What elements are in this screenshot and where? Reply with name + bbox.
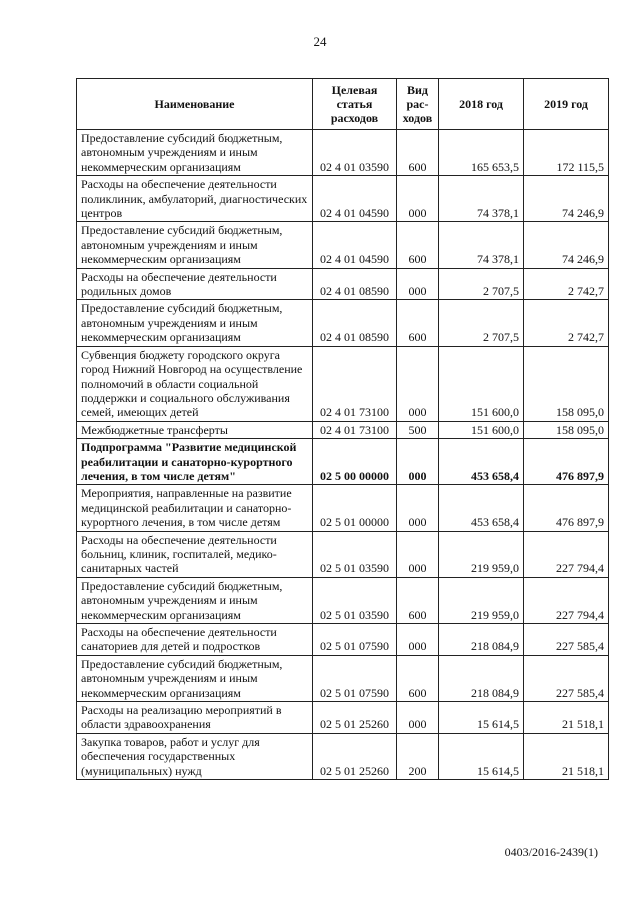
row-2018-value-cell: 165 653,5	[439, 130, 524, 176]
table-body	[77, 130, 609, 780]
table-row	[77, 268, 609, 300]
row-target-article-cell: 02 4 01 03590	[313, 130, 397, 176]
row-target-article-cell: 02 4 01 73100	[313, 346, 397, 421]
table-row	[77, 485, 609, 531]
row-expense-type-cell: 000	[397, 439, 439, 485]
row-name-cell: Межбюджетные трансферты	[77, 421, 313, 438]
row-2018-value-cell: 453 658,4	[439, 485, 524, 531]
row-2019-value-cell: 74 246,9	[524, 176, 609, 222]
row-2018-value-cell: 219 959,0	[439, 577, 524, 623]
row-2019-value-cell: 227 585,4	[524, 655, 609, 701]
row-name-cell: Закупка товаров, работ и услуг для обеспечения государственных (муниципальных) нужд	[77, 733, 313, 779]
table-row	[77, 733, 609, 779]
row-target-article-cell: 02 5 01 07590	[313, 624, 397, 656]
row-expense-type-cell: 600	[397, 222, 439, 268]
row-name-cell: Предоставление субсидий бюджетным, автономным учреждениям и иным некоммерческим организациям	[77, 130, 313, 176]
table-row	[77, 130, 609, 176]
header-year-2018: 2018 год	[439, 79, 524, 130]
row-2018-value-cell: 218 084,9	[439, 624, 524, 656]
row-2018-value-cell: 74 378,1	[439, 222, 524, 268]
row-2019-value-cell: 158 095,0	[524, 421, 609, 438]
row-2018-value-cell: 15 614,5	[439, 702, 524, 734]
row-2018-value-cell: 453 658,4	[439, 439, 524, 485]
row-2019-value-cell: 172 115,5	[524, 130, 609, 176]
row-2019-value-cell: 2 742,7	[524, 268, 609, 300]
row-expense-type-cell: 200	[397, 733, 439, 779]
table-header-row	[77, 79, 609, 130]
header-year-2019: 2019 год	[524, 79, 609, 130]
table-row	[77, 655, 609, 701]
row-2018-value-cell: 151 600,0	[439, 346, 524, 421]
row-2019-value-cell: 2 742,7	[524, 300, 609, 346]
row-target-article-cell: 02 5 01 07590	[313, 655, 397, 701]
row-2018-value-cell: 74 378,1	[439, 176, 524, 222]
table-row	[77, 531, 609, 577]
row-name-cell: Расходы на обеспечение деятельности санаториев для детей и подростков	[77, 624, 313, 656]
row-2019-value-cell: 227 794,4	[524, 577, 609, 623]
row-name-cell: Расходы на обеспечение деятельности больниц, клиник, госпиталей, медико-санитарных частей	[77, 531, 313, 577]
row-expense-type-cell: 000	[397, 702, 439, 734]
row-expense-type-cell: 600	[397, 130, 439, 176]
row-name-cell: Предоставление субсидий бюджетным, автономным учреждениям и иным некоммерческим организациям	[77, 577, 313, 623]
row-target-article-cell: 02 4 01 04590	[313, 222, 397, 268]
row-2019-value-cell: 21 518,1	[524, 733, 609, 779]
table-row	[77, 176, 609, 222]
row-target-article-cell: 02 5 01 00000	[313, 485, 397, 531]
row-target-article-cell: 02 4 01 04590	[313, 176, 397, 222]
row-2019-value-cell: 74 246,9	[524, 222, 609, 268]
table-row	[77, 439, 609, 485]
row-target-article-cell: 02 4 01 08590	[313, 268, 397, 300]
row-2019-value-cell: 476 897,9	[524, 439, 609, 485]
row-target-article-cell: 02 4 01 73100	[313, 421, 397, 438]
row-name-cell: Расходы на обеспечение деятельности родильных домов	[77, 268, 313, 300]
row-expense-type-cell: 600	[397, 577, 439, 623]
row-expense-type-cell: 600	[397, 655, 439, 701]
row-expense-type-cell: 000	[397, 268, 439, 300]
table-row	[77, 624, 609, 656]
row-expense-type-cell: 000	[397, 176, 439, 222]
document-code: 0403/2016-2439(1)	[504, 845, 598, 859]
row-name-cell: Субвенция бюджету городского округа город Нижний Новгород на осуществление полномочий в области социальной поддержки и социального обслуживания семей, имеющих детей	[77, 346, 313, 421]
table-row	[77, 222, 609, 268]
row-name-cell: Расходы на обеспечение деятельности поликлиник, амбулаторий, диагностических центров	[77, 176, 313, 222]
row-2018-value-cell: 15 614,5	[439, 733, 524, 779]
page-number: 24	[313, 34, 327, 49]
row-name-cell: Мероприятия, направленные на развитие медицинской реабилитации и санаторно-курортного лечения, в том числе детям	[77, 485, 313, 531]
row-2018-value-cell: 151 600,0	[439, 421, 524, 438]
row-expense-type-cell: 600	[397, 300, 439, 346]
row-expense-type-cell: 000	[397, 485, 439, 531]
row-2019-value-cell: 158 095,0	[524, 346, 609, 421]
row-expense-type-cell: 000	[397, 531, 439, 577]
row-target-article-cell: 02 5 01 25260	[313, 702, 397, 734]
table-row	[77, 300, 609, 346]
row-2018-value-cell: 219 959,0	[439, 531, 524, 577]
row-target-article-cell: 02 5 01 25260	[313, 733, 397, 779]
row-expense-type-cell: 500	[397, 421, 439, 438]
budget-table	[76, 78, 609, 780]
row-name-cell: Предоставление субсидий бюджетным, автономным учреждениям и иным некоммерческим организациям	[77, 655, 313, 701]
row-target-article-cell: 02 5 01 03590	[313, 577, 397, 623]
header-name: Наименование	[77, 79, 313, 130]
row-expense-type-cell: 000	[397, 624, 439, 656]
row-name-cell: Предоставление субсидий бюджетным, автономным учреждениям и иным некоммерческим организациям	[77, 300, 313, 346]
table-row	[77, 702, 609, 734]
row-name-cell: Расходы на реализацию мероприятий в области здравоохранения	[77, 702, 313, 734]
table-row	[77, 346, 609, 421]
row-2019-value-cell: 227 794,4	[524, 531, 609, 577]
row-name-cell: Подпрограмма "Развитие медицинской реабилитации и санаторно-курортного лечения, в том числе детям"	[77, 439, 313, 485]
header-target-article: Целевая статья расходов	[313, 79, 397, 130]
row-name-cell: Предоставление субсидий бюджетным, автономным учреждениям и иным некоммерческим организациям	[77, 222, 313, 268]
row-2019-value-cell: 21 518,1	[524, 702, 609, 734]
row-target-article-cell: 02 4 01 08590	[313, 300, 397, 346]
table-row	[77, 577, 609, 623]
row-2018-value-cell: 2 707,5	[439, 268, 524, 300]
header-expense-type: Вид рас-ходов	[397, 79, 439, 130]
row-2018-value-cell: 2 707,5	[439, 300, 524, 346]
row-expense-type-cell: 000	[397, 346, 439, 421]
row-2019-value-cell: 227 585,4	[524, 624, 609, 656]
table-row	[77, 421, 609, 438]
row-2019-value-cell: 476 897,9	[524, 485, 609, 531]
row-target-article-cell: 02 5 01 03590	[313, 531, 397, 577]
row-2018-value-cell: 218 084,9	[439, 655, 524, 701]
row-target-article-cell: 02 5 00 00000	[313, 439, 397, 485]
